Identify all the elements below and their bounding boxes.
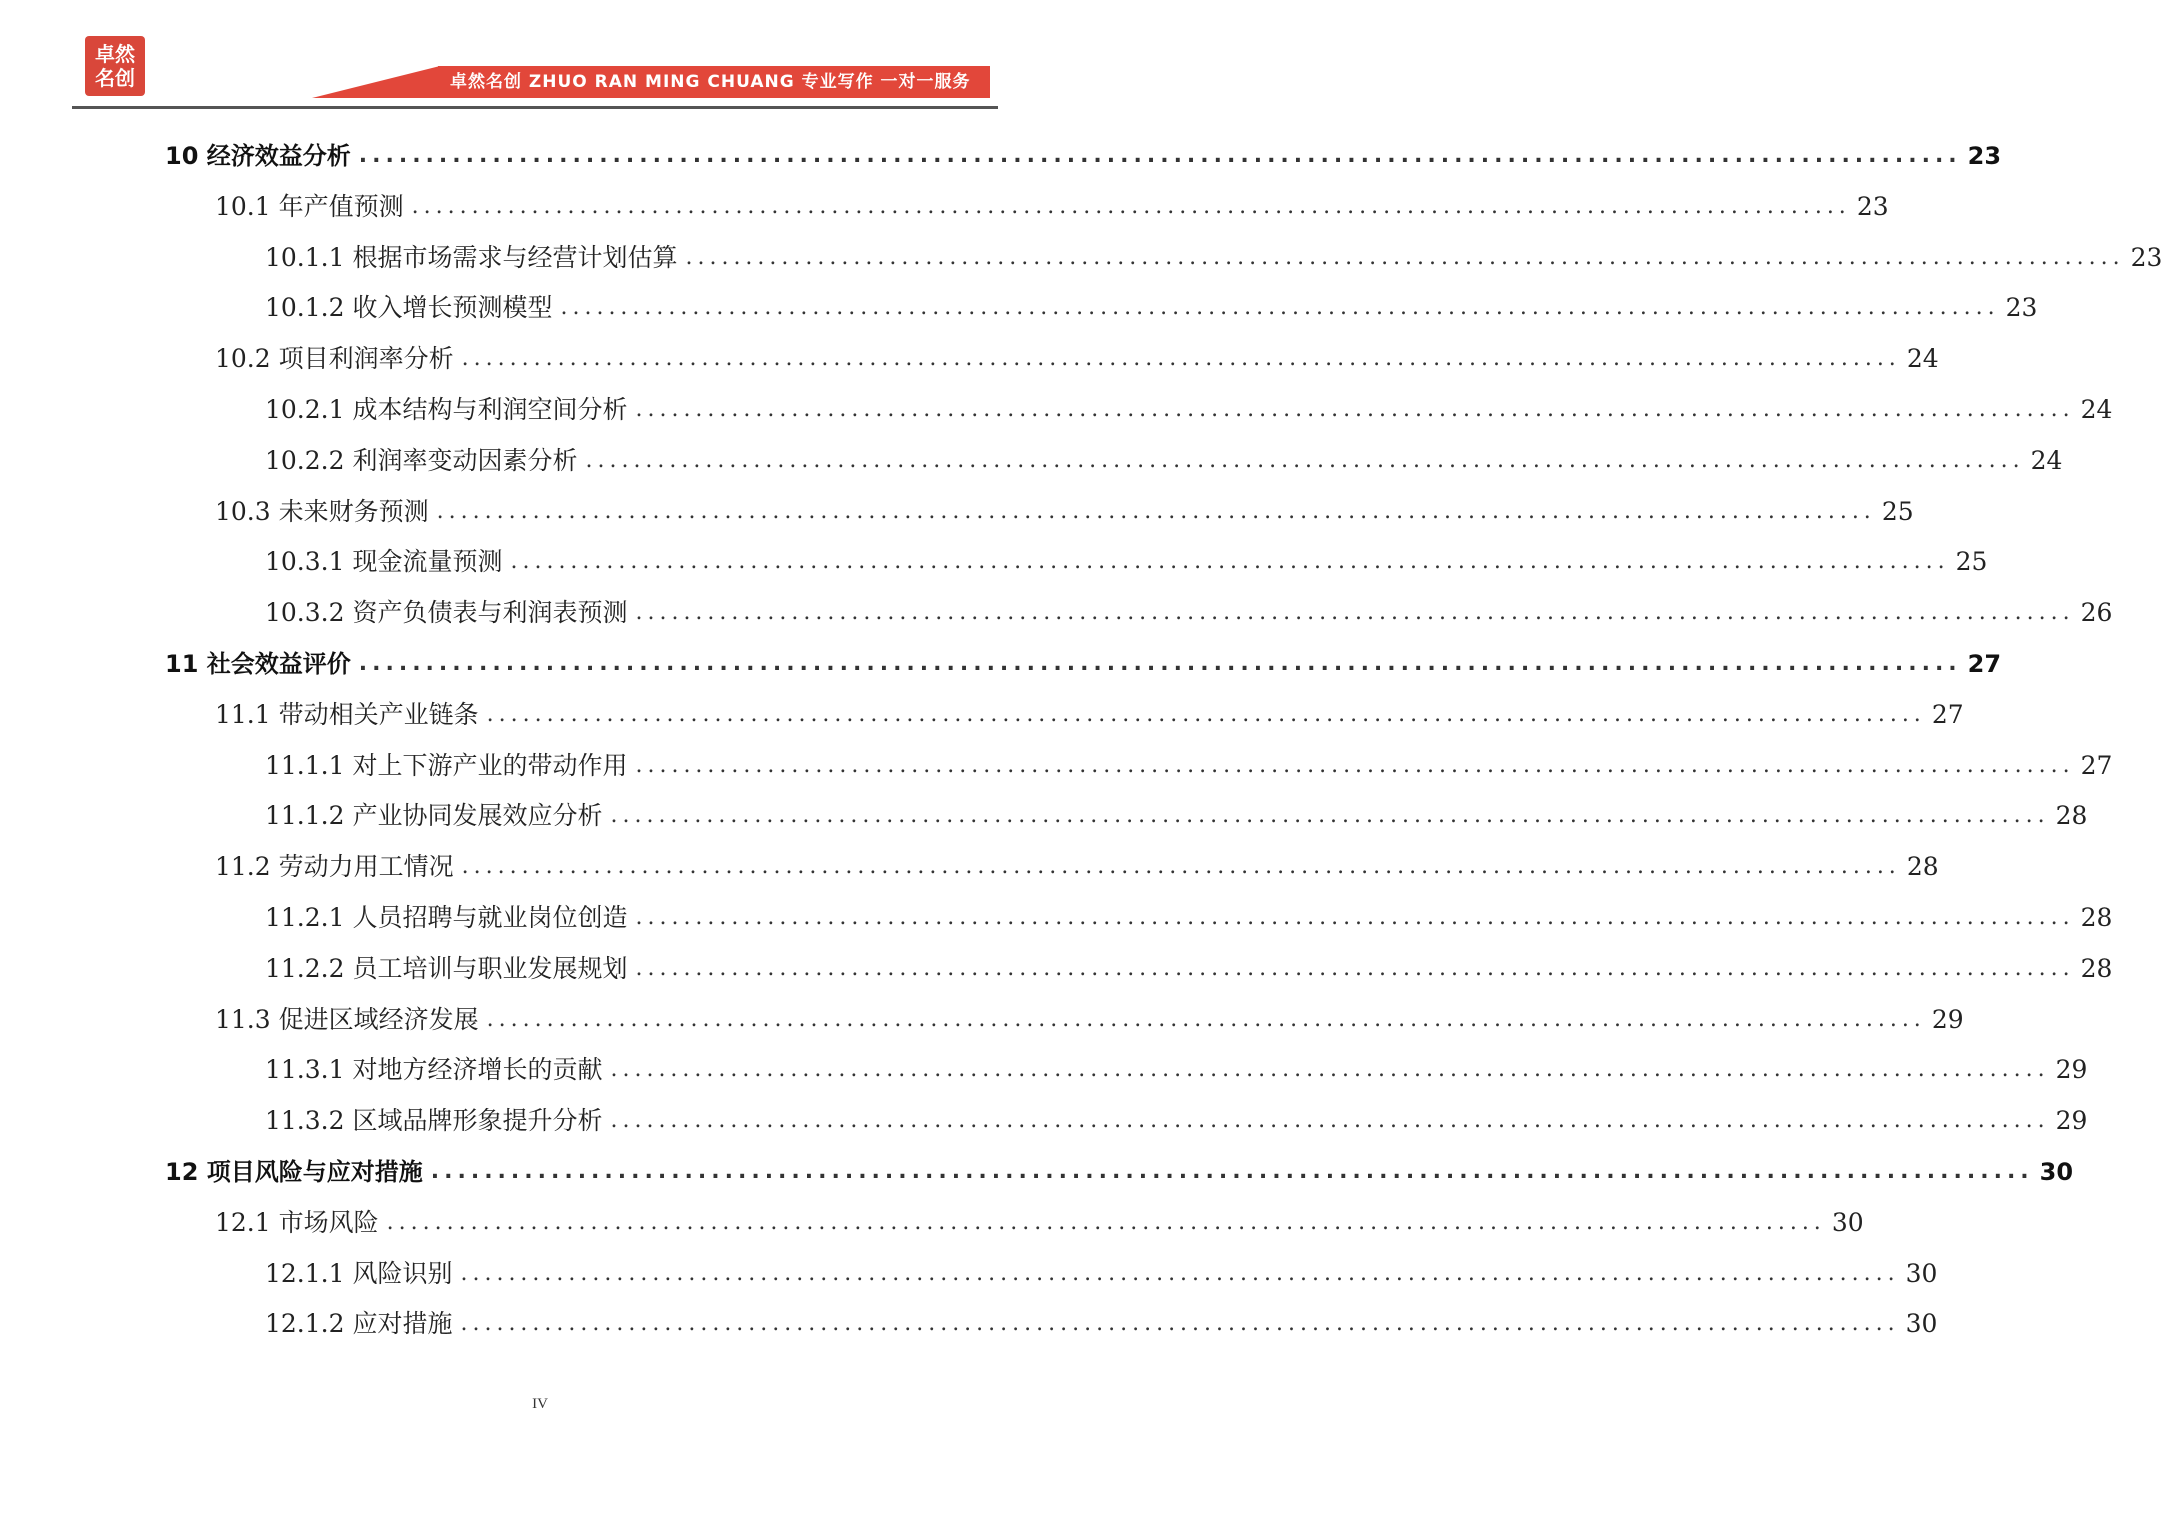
toc-entry-page: 23	[1967, 142, 2002, 170]
toc-entry[interactable]	[165, 641, 2002, 681]
toc-entry[interactable]	[265, 1047, 2088, 1087]
toc-entry-title: 11.3.1 对地方经济增长的贡献	[265, 1055, 603, 1085]
toc-entry[interactable]	[215, 489, 1914, 529]
toc-entry-page: 28	[2080, 953, 2113, 983]
toc-entry-title: 11.2.1 人员招聘与就业岗位创造	[265, 903, 628, 932]
toc-entry[interactable]	[215, 184, 1889, 224]
toc-leader-dots: ........................................................................................................................	[411, 193, 1851, 219]
toc-entry-page: 28	[2080, 903, 2113, 932]
toc-entry-title: 10.1.2 收入增长预测模型	[265, 293, 553, 323]
toc-leader-dots: ........................................................................................................................	[430, 1159, 2034, 1184]
toc-entry-title: 10.1.1 根据市场需求与经营计划估算	[265, 242, 678, 272]
toc-entry-page: 28	[1906, 852, 1939, 882]
header-rule	[72, 106, 998, 109]
toc-entry[interactable]	[165, 1149, 2074, 1189]
toc-leader-dots: ........................................................................................................................	[610, 803, 2050, 829]
toc-entry-title: 10.1 年产值预测	[215, 191, 404, 221]
toc-entry-title: 11.1.2 产业协同发展效应分析	[265, 801, 603, 831]
toc-leader-dots: ........................................................................................................................	[585, 447, 2025, 473]
toc-entry[interactable]	[265, 539, 1988, 579]
toc-leader-dots: ........................................................................................................................	[436, 498, 1876, 524]
toc-entry-title: 12.1.1 风险识别	[265, 1258, 453, 1288]
toc-leader-dots: ........................................................................................................................	[510, 549, 1950, 575]
toc-entry-title: 12.1.2 应对措施	[265, 1309, 453, 1339]
toc-entry[interactable]	[265, 895, 2113, 935]
logo-text-line2: 名创	[95, 66, 135, 90]
toc-leader-dots: ........................................................................................................................	[358, 143, 1962, 168]
toc-leader-dots: ........................................................................................................................	[460, 1260, 1900, 1286]
toc-entry-page: 28	[2055, 801, 2088, 831]
toc-entry-title: 11.3.2 区域品牌形象提升分析	[265, 1106, 603, 1136]
toc-leader-dots: ........................................................................................................................	[358, 651, 1962, 676]
toc-entry[interactable]	[265, 1251, 1938, 1291]
toc-entry-page: 29	[2055, 1055, 2088, 1085]
toc-leader-dots: ........................................................................................................................	[635, 955, 2075, 981]
toc-entry[interactable]	[265, 793, 2088, 833]
toc-entry[interactable]	[215, 1200, 1864, 1240]
toc-entry-page: 30	[1905, 1309, 1938, 1339]
toc-leader-dots: ........................................................................................................................	[635, 905, 2075, 930]
toc-leader-dots: ........................................................................................................................	[461, 346, 1901, 372]
toc-entry[interactable]	[165, 133, 2002, 173]
toc-entry-title: 10.3.1 现金流量预测	[265, 547, 503, 577]
toc-leader-dots: ........................................................................................................................	[560, 295, 2000, 321]
toc-entry-page: 23	[1856, 191, 1889, 221]
toc-leader-dots: ........................................................................................................................	[460, 1311, 1900, 1337]
toc-entry[interactable]	[265, 438, 2063, 478]
banner-wedge	[312, 66, 440, 98]
toc-entry-page: 29	[2055, 1106, 2088, 1136]
toc-entry-title: 10.3.2 资产负债表与利润表预测	[265, 598, 628, 628]
toc-entry-title: 11.1 带动相关产业链条	[215, 699, 479, 729]
toc-entry-title: 11.1.1 对上下游产业的带动作用	[265, 750, 628, 780]
toc-entry-title: 11.3 促进区域经济发展	[215, 1004, 479, 1034]
toc-entry[interactable]	[215, 692, 1964, 732]
toc-entry-title: 11.2 劳动力用工情况	[215, 852, 454, 882]
toc-leader-dots: ........................................................................................................................	[386, 1209, 1826, 1235]
toc-leader-dots: ........................................................................................................................	[685, 244, 2125, 270]
toc-entry-page: 27	[1931, 699, 1964, 729]
toc-entry-page: 27	[1967, 650, 2002, 678]
toc-leader-dots: ........................................................................................................................	[635, 752, 2075, 778]
toc-entry-title: 10 经济效益分析	[165, 142, 351, 170]
toc-leader-dots: ........................................................................................................................	[486, 701, 1926, 727]
toc-entry[interactable]	[215, 844, 1939, 884]
toc-entry-title: 10.2.2 利润率变动因素分析	[265, 445, 578, 475]
toc-entry-page: 23	[2005, 293, 2038, 323]
logo	[85, 36, 145, 96]
toc-entry-page: 25	[1955, 547, 1988, 577]
toc-leader-dots: ........................................................................................................................	[635, 600, 2075, 626]
toc-entry-title: 10.3 未来财务预测	[215, 496, 429, 526]
toc-entry[interactable]	[265, 1098, 2088, 1138]
toc-entry-title: 12 项目风险与应对措施	[165, 1158, 423, 1186]
toc-leader-dots: ........................................................................................................................	[461, 854, 1901, 880]
toc-entry[interactable]	[265, 285, 2038, 325]
toc-entry-page: 26	[2080, 598, 2113, 628]
toc-entry-page: 30	[2039, 1158, 2074, 1186]
toc-entry-title: 11 社会效益评价	[165, 650, 351, 678]
toc-entry[interactable]	[265, 946, 2113, 986]
logo-text-line1: 卓然	[95, 42, 135, 66]
toc-entry[interactable]	[265, 743, 2113, 783]
toc-entry-page: 29	[1931, 1004, 1964, 1034]
toc-entry-page: 24	[2080, 395, 2113, 424]
toc-entry[interactable]	[215, 997, 1964, 1037]
toc-entry[interactable]	[265, 387, 2113, 427]
toc-entry-page: 30	[1905, 1258, 1938, 1288]
toc-entry-page: 24	[1906, 344, 1939, 374]
toc-leader-dots: ........................................................................................................................	[486, 1006, 1926, 1032]
toc-leader-dots: ........................................................................................................................	[635, 397, 2075, 422]
toc-entry-title: 10.2.1 成本结构与利润空间分析	[265, 395, 628, 424]
toc-entry-title: 10.2 项目利润率分析	[215, 344, 454, 374]
toc-leader-dots: ........................................................................................................................	[610, 1108, 2050, 1134]
toc-entry[interactable]	[265, 1301, 1938, 1341]
toc-entry-page: 30	[1831, 1207, 1864, 1237]
toc-entry[interactable]	[215, 336, 1939, 376]
toc-entry-page: 23	[2130, 242, 2162, 272]
toc-entry-title: 11.2.2 员工培训与职业发展规划	[265, 953, 628, 983]
toc-entry-page: 27	[2080, 750, 2113, 780]
toc-entry[interactable]	[265, 590, 2113, 630]
toc-entry-title: 12.1 市场风险	[215, 1207, 379, 1237]
toc-entry-page: 24	[2030, 445, 2063, 475]
header-banner: 卓然名创 ZHUO RAN MING CHUANG 专业写作 一对一服务	[438, 66, 990, 98]
toc-entry-page: 25	[1881, 496, 1914, 526]
toc-entry[interactable]	[265, 235, 2162, 275]
toc-leader-dots: ........................................................................................................................	[610, 1057, 2050, 1083]
page-number: IV	[532, 1396, 548, 1412]
